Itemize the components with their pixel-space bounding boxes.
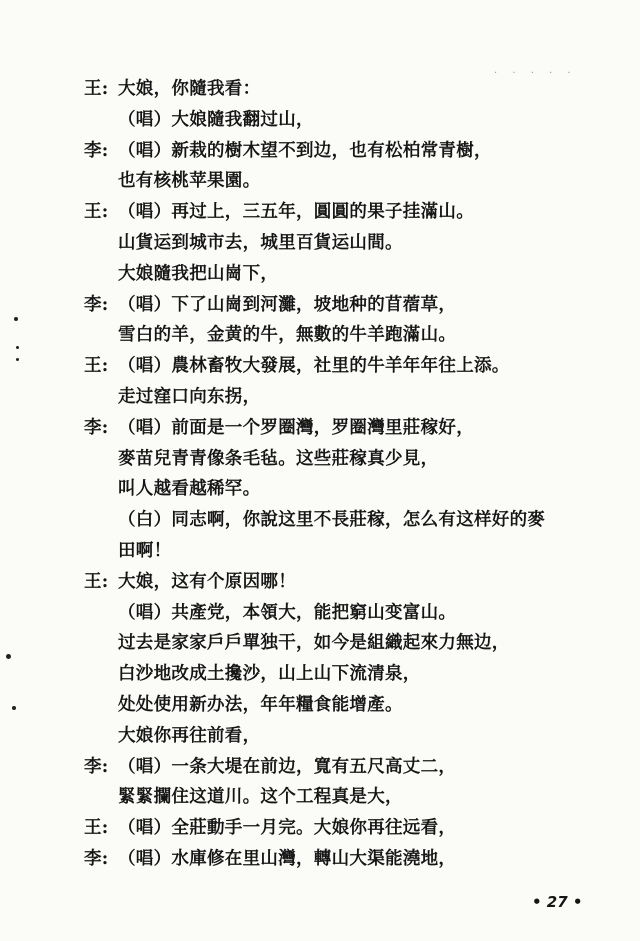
- line-text: （唱）大娘隨我翻过山，: [118, 109, 314, 130]
- script-line: [118, 230, 403, 256]
- margin-dot: [6, 654, 11, 659]
- script-line: [84, 138, 492, 164]
- line-text: 处处使用新办法，年年糧食能增產。: [118, 695, 403, 715]
- speaker-label: 王:: [84, 202, 109, 223]
- script-line: [84, 353, 510, 379]
- margin-dot: [12, 706, 16, 710]
- speaker-label: 李:: [84, 417, 109, 438]
- script-line: [118, 723, 260, 749]
- line-text: 麥苗兒青青像条毛毡。这些莊稼真少見，: [118, 448, 439, 469]
- line-text: （唱）前面是一个罗圈灣，罗圈灣里莊稼好，: [118, 417, 474, 438]
- script-line: [118, 168, 260, 194]
- script-line: [118, 630, 510, 656]
- speaker-label: 王:: [84, 571, 109, 592]
- line-text: 叫人越看越稀罕。: [118, 479, 261, 500]
- margin-dot: [14, 317, 18, 321]
- script-line: [118, 507, 545, 533]
- line-text: （唱）新栽的樹木望不到边，也有松柏常青樹，: [118, 140, 492, 161]
- line-text: 大娘，这有个原因哪！: [118, 571, 296, 592]
- script-line: [118, 384, 260, 410]
- script-line: [118, 261, 278, 287]
- line-text: 大娘，你隨我看：: [118, 79, 261, 99]
- script-line: [118, 600, 456, 626]
- line-text: 山貨运到城市去，城里百貨运山間。: [118, 233, 403, 253]
- margin-dot: [16, 358, 19, 361]
- script-line: [118, 107, 314, 133]
- line-text: （唱）再过上，三五年，圓圓的果子挂滿山。: [118, 202, 474, 223]
- script-line: [84, 199, 474, 225]
- script-line: [84, 292, 456, 318]
- page-number: • 27 •: [532, 893, 583, 911]
- margin-dot: [16, 346, 19, 349]
- speaker-label: 李:: [84, 756, 109, 777]
- script-line: [84, 569, 296, 595]
- speckle-marks: · · · · ·: [494, 68, 577, 79]
- line-text: （唱）全莊動手一月完。大娘你再往远看，: [118, 818, 457, 839]
- line-text: （唱）水庫修在里山灣，轉山大渠能澆地，: [118, 849, 457, 869]
- script-line: [118, 476, 260, 502]
- script-line: [118, 322, 456, 348]
- script-line: [84, 815, 456, 841]
- script-line: [118, 538, 171, 564]
- line-text: （唱）下了山崗到河灘，坡地种的苜蓿草，: [118, 294, 457, 315]
- speaker-label: 李:: [84, 294, 109, 315]
- line-text: 雪白的羊，金黄的牛，無數的牛羊跑滿山。: [118, 325, 457, 346]
- line-text: （唱）共產党，本領大，能把窮山变富山。: [118, 602, 457, 623]
- line-text: 白沙地改成土攙沙，山上山下流清泉，: [118, 664, 421, 685]
- script-line: [84, 846, 456, 872]
- line-text: 走过窪口向东拐，: [118, 387, 261, 407]
- line-text: （白）同志啊，你說这里不長莊稼，怎么有这样好的麥: [118, 510, 546, 531]
- line-text: （唱）一条大堤在前边，寬有五尺高丈二，: [118, 756, 457, 777]
- script-line: [84, 415, 474, 441]
- line-text: 也有核桃苹果園。: [118, 171, 261, 192]
- script-line: [118, 446, 438, 472]
- script-line: [118, 784, 403, 810]
- speaker-label: 李:: [84, 140, 109, 161]
- script-line: [118, 692, 403, 718]
- line-text: 过去是家家戶戶單独干，如今是組織起來力無边，: [118, 633, 510, 654]
- line-text: （唱）農林畜牧大發展，社里的牛羊年年往上添。: [118, 356, 510, 377]
- script-line: [84, 76, 260, 102]
- script-line: [118, 661, 421, 687]
- line-text: 緊緊攔住这道川。这个工程真是大，: [118, 787, 403, 808]
- speaker-label: 王:: [84, 356, 109, 377]
- line-text: 大娘你再往前看，: [118, 725, 261, 746]
- speaker-label: 王:: [84, 79, 109, 99]
- speaker-label: 王:: [84, 818, 109, 839]
- script-line: [84, 754, 456, 780]
- line-text: 大娘隨我把山崗下，: [118, 263, 279, 284]
- speaker-label: 李:: [84, 849, 109, 869]
- line-text: 田啊！: [118, 541, 172, 561]
